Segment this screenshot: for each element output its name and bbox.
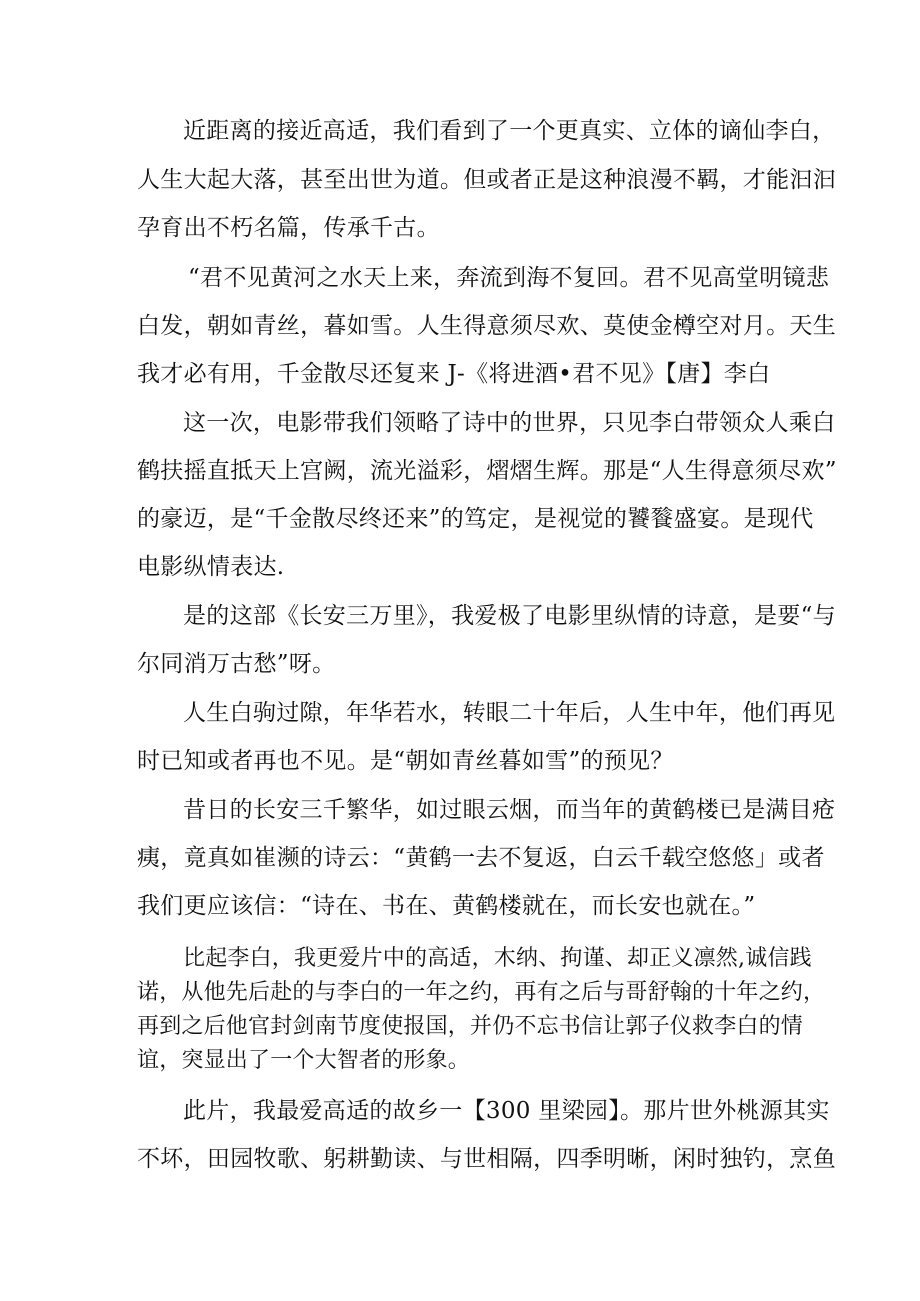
text-line: 人生大起大落，甚至出世为道。但或者正是这种浪漫不羁，才能汩汩 xyxy=(137,167,836,193)
text-line: 诺，从他先后赴的与李白的一年之约，再有之后与哥舒翰的十年之约， xyxy=(137,980,826,1005)
text-line: 谊，突显出了一个大智者的形象。 xyxy=(137,1048,471,1073)
text-line: 近距离的接近高适，我们看到了一个更真实、立体的谪仙李白， xyxy=(183,118,836,144)
text-line: 不坏，田园牧歌、躬耕勤读、与世相隔，四季明晰，闲时独钓，烹鱼 xyxy=(137,1146,836,1172)
text-line: 昔日的长安三千繁华，如过眼云烟，而当年的黄鹤楼已是满目疮 xyxy=(183,797,836,823)
text-line: 时已知或者再也不见。是“朝如青丝暮如雪”的预见？ xyxy=(137,748,674,774)
text-line: 我们更应该信：“诗在、书在、黄鹤楼就在，而长安也就在。” xyxy=(137,893,756,919)
text-line: 再到之后他官封剑南节度使报国，并仍不忘书信让郭子仪救李白的情 xyxy=(137,1014,804,1039)
text-line: 痍，竟真如崔濒的诗云：“黄鹤一去不复返，白云千载空悠悠」或者 xyxy=(137,845,825,871)
text-line: 这一次，电影带我们领略了诗中的世界，只见李白带领众人乘白 xyxy=(183,410,836,436)
text-line: 鹤扶摇直抵天上宫阙，流光溢彩，熠熠生辉。那是“人生得意须尽欢” xyxy=(137,458,837,484)
text-line: 此片，我最爱高适的故乡一【300 里梁园】。那片世外桃源其实 xyxy=(183,1098,830,1124)
text-line: 比起李白，我更爱片中的高适，木纳、拘谨、却正义凛然,诚信践 xyxy=(183,946,812,971)
text-line: 我才必有用，千金散尽还复来 J-《将进酒•君不见》【唐】李白 xyxy=(137,361,771,387)
text-line: 是的这部《长安三万里》，我爱极了电影里纵情的诗意，是要“与 xyxy=(183,603,836,629)
text-line: 人生白驹过隙，年华若水，转眼二十年后，人生中年，他们再见 xyxy=(183,700,836,726)
text-line: “君不见黄河之水天上来，奔流到海不复回。君不见高堂明镜悲 xyxy=(188,265,830,291)
text-line: 电影纵情表达. xyxy=(137,554,285,580)
text-line: 的豪迈，是“千金散尽终还来”的笃定，是视觉的饕餮盛宴。是现代 xyxy=(137,506,814,532)
text-line: 尔同消万古愁”呀。 xyxy=(137,651,336,677)
text-line: 白发，朝如青丝，暮如雪。人生得意须尽欢、莫使金樽空对月。天生 xyxy=(137,313,836,339)
text-line: 孕育出不朽名篇，传承千古。 xyxy=(137,215,440,241)
